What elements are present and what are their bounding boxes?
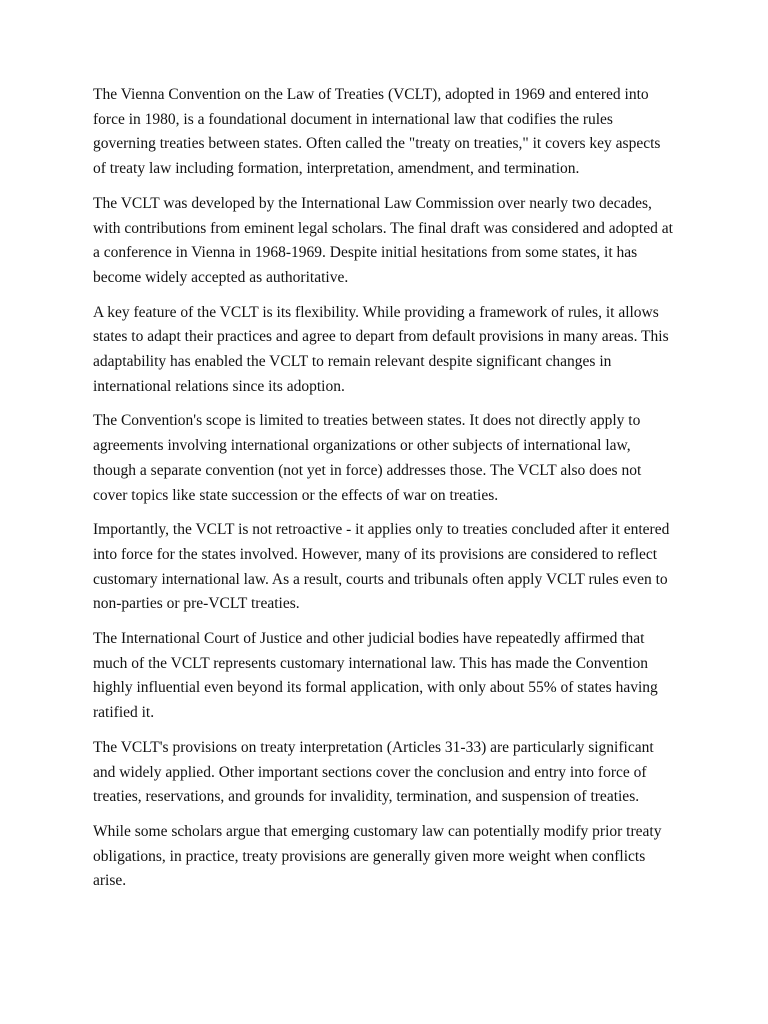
paragraph-4: The Convention's scope is limited to treaties between states. It does not directly apply to agreements involving international organizations or other subjects of international law, though a separate convention (not yet in force) addresses those. The VCLT also does not cover topics like state succession or the effects of war on treaties. [93, 412, 642, 504]
paragraph-1: The Vienna Convention on the Law of Treaties (VCLT), adopted in 1969 and entered into force in 1980, is a foundational document in international law that codifies the rules governing treaties between states. Often called the "treaty on treaties," it covers key aspects of treaty law including formation, interpretation, amendment, and termination. [93, 86, 661, 178]
paragraph-7: The VCLT's provisions on treaty interpretation (Articles 31-33) are particularly significant and widely applied. Other important sections cover the conclusion and entry into force of treaties, reservations, and grounds for invalidity, termination, and suspension of treaties. [93, 738, 654, 806]
paragraph-8: While some scholars argue that emerging customary law can potentially modify prior treaty obligations, in practice, treaty provisions are generally given more weight when conflicts arise. [93, 822, 662, 890]
paragraph-6: The International Court of Justice and other judicial bodies have repeatedly affirmed that much of the VCLT represents customary international law. This has made the Convention highly influential even beyond its formal application, with only about 55% of states having ratified it. [93, 630, 658, 722]
paragraph-3: A key feature of the VCLT is its flexibility. While providing a framework of rules, it allows states to adapt their practices and agree to depart from default provisions in many areas. This adaptability has enabled the VCLT to remain relevant despite significant changes in international relations since its adoption. [93, 303, 669, 395]
paragraph-5: Importantly, the VCLT is not retroactive - it applies only to treaties concluded after it entered into force for the states involved. However, many of its provisions are considered to reflect customary international law. As a result, courts and tribunals often apply VCLT rules even to non-parties or pre-VCLT treaties. [93, 521, 670, 613]
paragraph-2: The VCLT was developed by the International Law Commission over nearly two decades, with contributions from eminent legal scholars. The final draft was considered and adopted at a conference in Vienna in 1968-1969. Despite initial hesitations from some states, it has become widely accepted as authoritative. [93, 194, 673, 286]
